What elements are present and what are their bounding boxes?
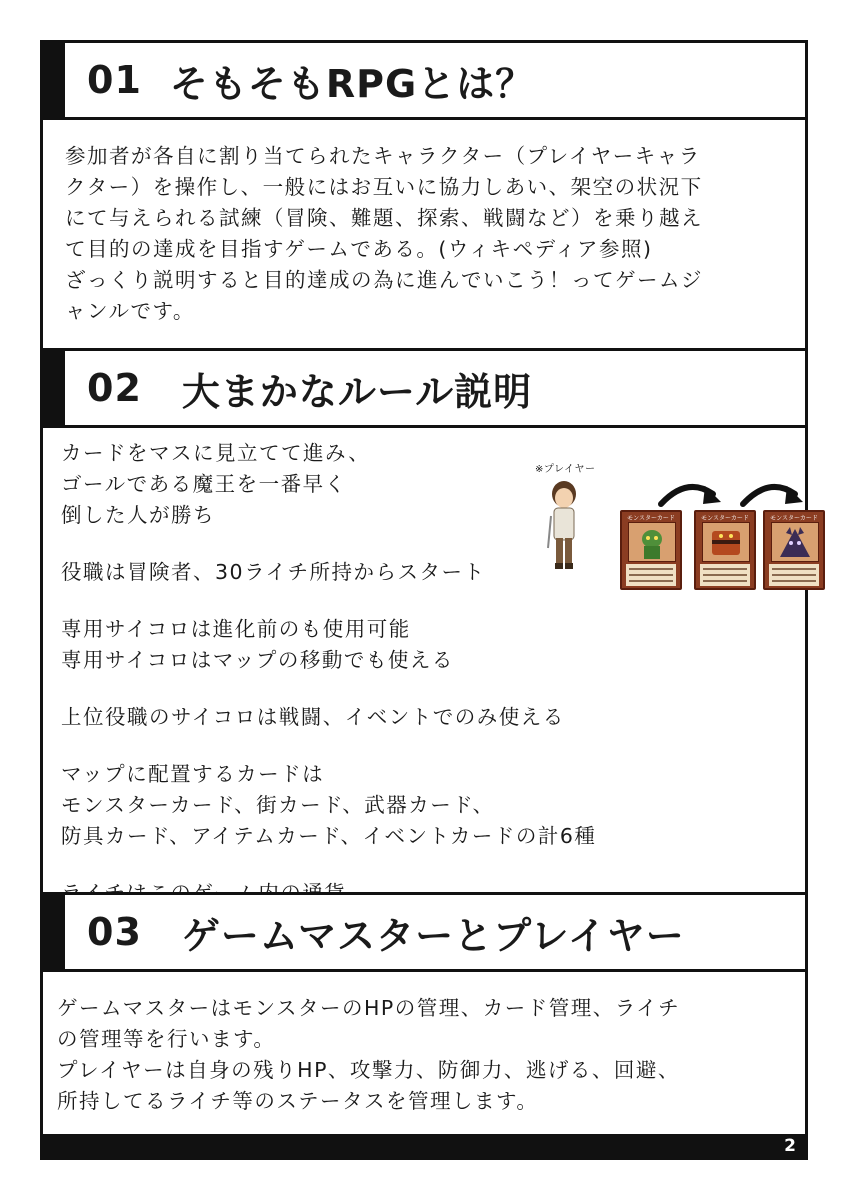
- page-frame: [40, 40, 818, 1160]
- blank-line: [61, 588, 501, 614]
- monster-card: [694, 510, 756, 590]
- body-line: ゴールである魔王を一番早く: [61, 472, 347, 496]
- body-line: の管理等を行います。: [57, 1027, 276, 1051]
- body-line: 防具カード、アイテムカード、イベントカードの計6種: [61, 824, 597, 848]
- card-text: [626, 564, 676, 586]
- section-01-header: [43, 43, 805, 120]
- player-label: ※プレイヤー: [535, 464, 596, 475]
- section-title: そもそもRPGとは？: [169, 61, 535, 106]
- body-line: モンスターカード、街カード、武器カード、: [61, 793, 495, 817]
- body-line: 専用サイコロはマップの移動でも使える: [61, 648, 454, 672]
- section-number: 02: [87, 366, 142, 410]
- section-number: 01: [87, 58, 142, 102]
- body-line: にて与えられる試練（冒険、難題、探索、戦闘など）を乗り越え: [65, 206, 703, 230]
- section-title: 大まかなルール説明: [181, 369, 533, 414]
- section-02-header: [43, 348, 805, 428]
- card-title: モンスターカード: [627, 515, 675, 522]
- body-line: クター）を操作し、一般にはお互いに協力しあい、架空の状況下: [65, 175, 703, 199]
- body-line: 参加者が各自に割り当てられたキャラクター（プレイヤーキャラ: [65, 144, 701, 168]
- body-line: て目的の達成を目指すゲームである。(ウィキペディア参照): [65, 237, 653, 261]
- card-title: モンスターカード: [770, 515, 818, 522]
- demon-icon: [771, 522, 819, 562]
- mimic-chest-icon: [702, 522, 750, 562]
- blank-line: [61, 676, 501, 702]
- body-line: プレイヤーは自身の残りHP、攻撃力、防御力、逃げる、回避、: [57, 1058, 680, 1082]
- blank-line: [61, 733, 501, 759]
- player-character-icon: [547, 476, 581, 576]
- footer-bar: [40, 1134, 808, 1160]
- curved-arrow-icon: [657, 476, 727, 510]
- section-title: ゲームマスターとプレイヤー: [181, 913, 685, 958]
- body-line: 所持してるライチ等のステータスを管理します。: [57, 1089, 539, 1113]
- section-03-body: [57, 993, 797, 1117]
- card-title: モンスターカード: [701, 515, 749, 522]
- section-03-header: [43, 892, 805, 972]
- body-line: ざっくり説明すると目的達成の為に進んでいこう！ってゲームジ: [65, 268, 703, 292]
- blank-line: [61, 852, 501, 878]
- body-line: ャンルです。: [65, 299, 195, 323]
- body-line: 役職は冒険者、30ライチ所持からスタート: [61, 560, 486, 584]
- card-text: [769, 564, 819, 586]
- blank-line: [61, 531, 501, 557]
- body-line: 倒した人が勝ち: [61, 503, 215, 527]
- curved-arrow-icon: [739, 476, 809, 510]
- body-line: 上位役職のサイコロは戦闘、イベントでのみ使える: [61, 705, 565, 729]
- section-number: 03: [87, 910, 142, 954]
- body-line: マップに配置するカードは: [61, 762, 325, 786]
- monster-card: [763, 510, 825, 590]
- goblin-icon: [628, 522, 676, 562]
- body-line: ゲームマスターはモンスターのHPの管理、カード管理、ライチ: [57, 996, 681, 1020]
- card-text: [700, 564, 750, 586]
- body-line: 専用サイコロは進化前のも使用可能: [61, 617, 411, 641]
- monster-card: [620, 510, 682, 590]
- body-line: カードをマスに見立てて進み、: [61, 441, 371, 465]
- section-01-body: [65, 141, 791, 327]
- board-illustration: [495, 438, 818, 608]
- page-number: 2: [784, 1136, 796, 1156]
